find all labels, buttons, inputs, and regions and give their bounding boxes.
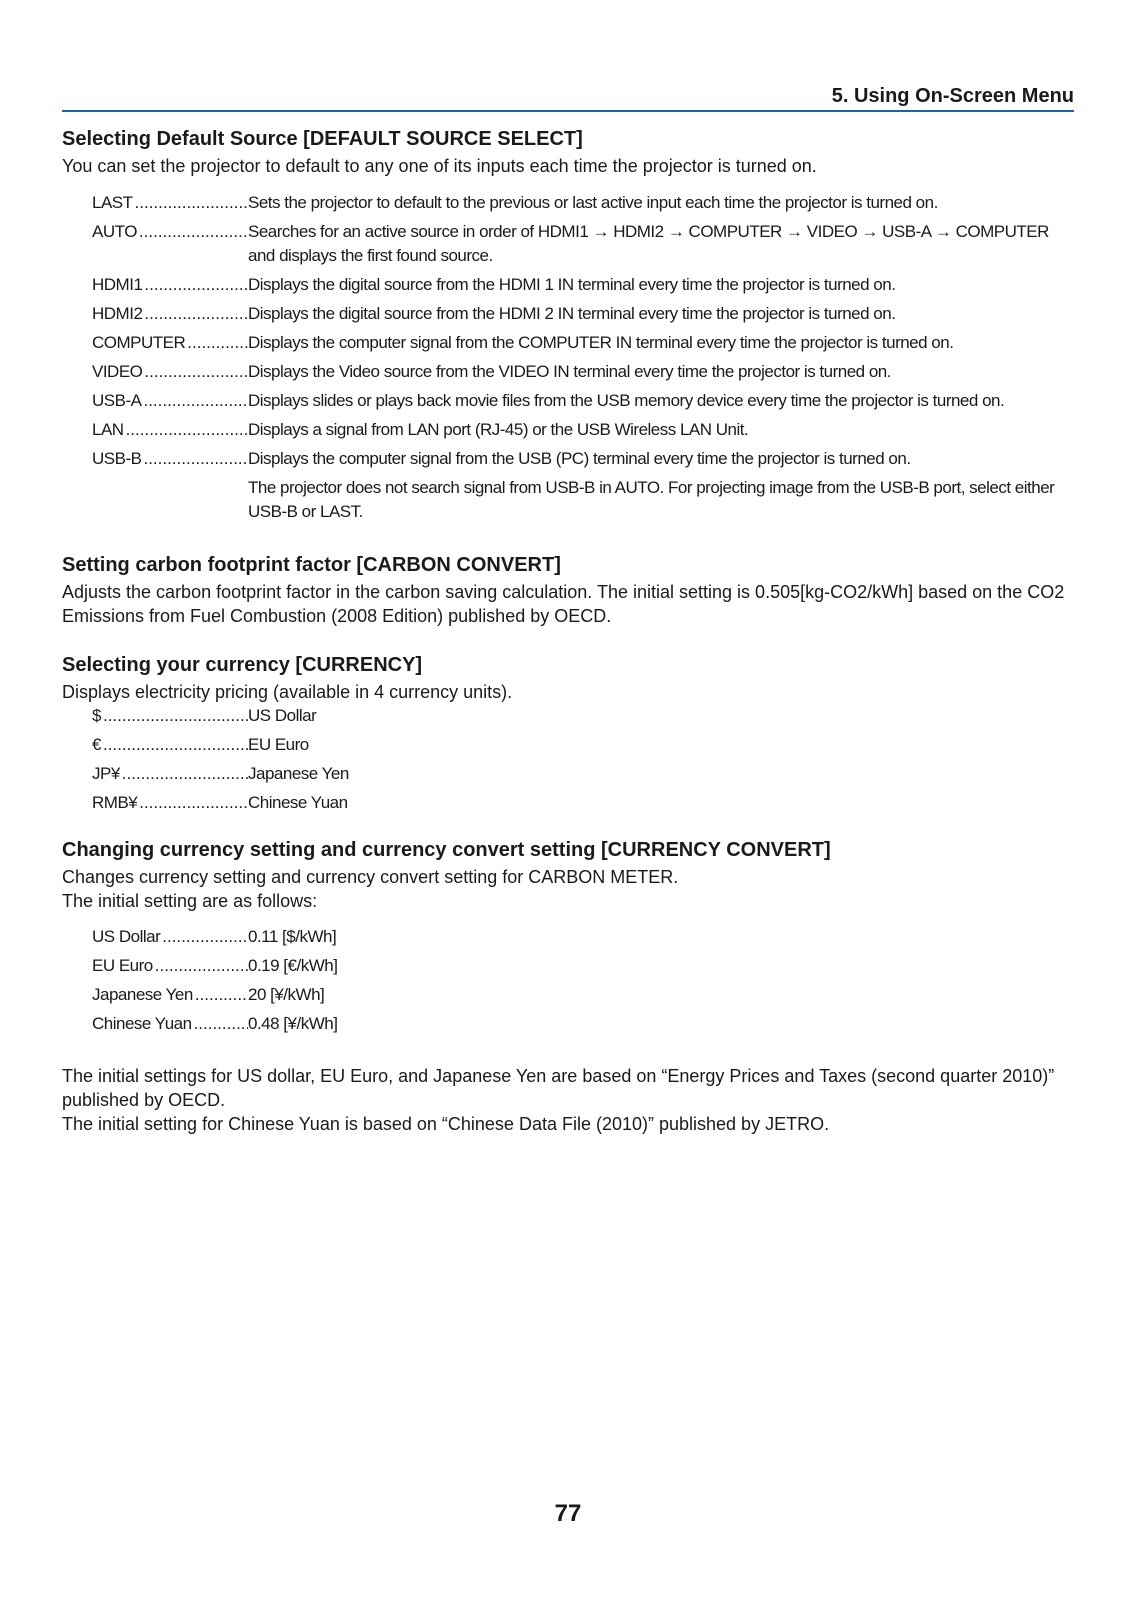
list-item [62, 331, 1074, 355]
term-description: Displays slides or plays back movie files from the USB memory device every time the projector is turned on. [248, 391, 1005, 410]
term-label: JP¥ [92, 764, 120, 783]
page-content [62, 126, 1074, 1136]
list-item [62, 1012, 1074, 1036]
term-description: Displays the computer signal from the USB (PC) terminal every time the projector is turned on. [248, 449, 911, 468]
usb-b-note: The projector does not search signal from USB-B in AUTO. For projecting image from the USB-B port, select either USB-B or LAST. [248, 478, 1055, 521]
term-label: USB-A [92, 391, 142, 410]
term-description: EU Euro [248, 735, 309, 754]
leader-dots [187, 331, 248, 355]
leader-dots [162, 925, 248, 949]
list-item [62, 360, 1074, 384]
section-intro: Displays electricity pricing (available in 4 currency units). [62, 682, 513, 702]
leader-dots [155, 954, 248, 978]
leader-dots [144, 360, 248, 384]
source-note: The initial setting for Chinese Yuan is based on “Chinese Data File (2010)” published by JETRO. [62, 1114, 830, 1134]
section-body: Adjusts the carbon footprint factor in the carbon saving calculation. The initial setting is 0.505[kg-CO2/kWh] based on the CO2 Emissions from Fuel Combustion (2008 Edition) published by OECD. [62, 582, 1065, 626]
page-number: 77 [554, 1500, 582, 1527]
list-item [62, 733, 1074, 757]
leader-dots [144, 273, 248, 297]
list-item [62, 447, 1074, 471]
term-description: Searches for an active source in order of HDMI1 → HDMI2 → COMPUTER → VIDEO → USB-A → COMPUTER and displays the first found source. [248, 222, 1049, 265]
term-label: COMPUTER [92, 333, 186, 352]
section-intro: The initial setting are as follows: [62, 891, 318, 911]
list-item [62, 220, 1074, 268]
term-label: $ [92, 706, 101, 725]
section-heading: Selecting your currency [CURRENCY] [62, 654, 423, 676]
header-rule [62, 110, 1074, 112]
section-carbon-convert [62, 552, 1074, 628]
default-source-list [62, 191, 1074, 471]
term-description: Displays a signal from LAN port (RJ-45) or the USB Wireless LAN Unit. [248, 420, 749, 439]
term-description: 0.48 [¥/kWh] [248, 1014, 338, 1033]
term-description: Chinese Yuan [248, 793, 348, 812]
term-label: Chinese Yuan [92, 1014, 192, 1033]
term-description: Japanese Yen [248, 764, 349, 783]
term-label: HDMI2 [92, 304, 143, 323]
section-intro: Changes currency setting and currency convert setting for CARBON METER. [62, 867, 679, 887]
term-description: Displays the digital source from the HDMI 2 IN terminal every time the projector is turned on. [248, 304, 896, 323]
list-item [62, 302, 1074, 326]
term-description: 0.11 [$/kWh] [248, 927, 337, 946]
list-item [62, 191, 1074, 215]
list-item [62, 762, 1074, 786]
leader-dots [143, 447, 248, 471]
term-label: US Dollar [92, 927, 161, 946]
term-label: RMB¥ [92, 793, 138, 812]
term-label: LAST [92, 193, 133, 212]
section-heading: Selecting Default Source [DEFAULT SOURCE SELECT] [62, 128, 583, 150]
leader-dots [103, 733, 248, 757]
term-description: 0.19 [€/kWh] [248, 956, 338, 975]
term-label: € [92, 735, 101, 754]
term-label: LAN [92, 420, 124, 439]
currency-convert-list [62, 925, 1074, 1036]
section-currency-convert [62, 837, 1074, 1136]
section-heading: Changing currency setting and currency convert setting [CURRENCY CONVERT] [62, 839, 831, 861]
list-item [62, 954, 1074, 978]
term-description: 20 [¥/kWh] [248, 985, 325, 1004]
leader-dots [135, 191, 248, 215]
leader-dots [139, 220, 248, 244]
section-heading: Setting carbon footprint factor [CARBON CONVERT] [62, 554, 561, 576]
leader-dots [103, 704, 248, 728]
term-label: HDMI1 [92, 275, 143, 294]
term-description: Sets the projector to default to the previous or last active input each time the projector is turned on. [248, 193, 938, 212]
list-item [62, 925, 1074, 949]
list-item [62, 791, 1074, 815]
list-item [62, 418, 1074, 442]
leader-dots [144, 302, 248, 326]
term-description: US Dollar [248, 706, 317, 725]
list-item [62, 273, 1074, 297]
term-label: USB-B [92, 449, 142, 468]
term-description: Displays the Video source from the VIDEO IN terminal every time the projector is turned on. [248, 362, 891, 381]
leader-dots [194, 1012, 248, 1036]
list-item [62, 983, 1074, 1007]
leader-dots [143, 389, 248, 413]
leader-dots [195, 983, 248, 1007]
leader-dots [122, 762, 248, 786]
chapter-title: 5. Using On-Screen Menu [831, 85, 1074, 107]
section-default-source [62, 126, 1074, 524]
list-item [62, 704, 1074, 728]
leader-dots [126, 418, 248, 442]
list-item [62, 389, 1074, 413]
term-label: Japanese Yen [92, 985, 193, 1004]
source-note: The initial settings for US dollar, EU Euro, and Japanese Yen are based on “Energy Prices and Taxes (second quarter 2010)” published by OECD. [62, 1066, 1055, 1110]
section-intro: You can set the projector to default to any one of its inputs each time the projector is turned on. [62, 156, 817, 176]
manual-page [62, 0, 1074, 1600]
term-description: Displays the digital source from the HDMI 1 IN terminal every time the projector is turned on. [248, 275, 896, 294]
currency-list [62, 704, 1074, 815]
term-label: EU Euro [92, 956, 153, 975]
leader-dots [139, 791, 248, 815]
section-currency [62, 652, 1074, 815]
term-label: VIDEO [92, 362, 143, 381]
term-description: Displays the computer signal from the COMPUTER IN terminal every time the projector is turned on. [248, 333, 954, 352]
term-label: AUTO [92, 222, 137, 241]
